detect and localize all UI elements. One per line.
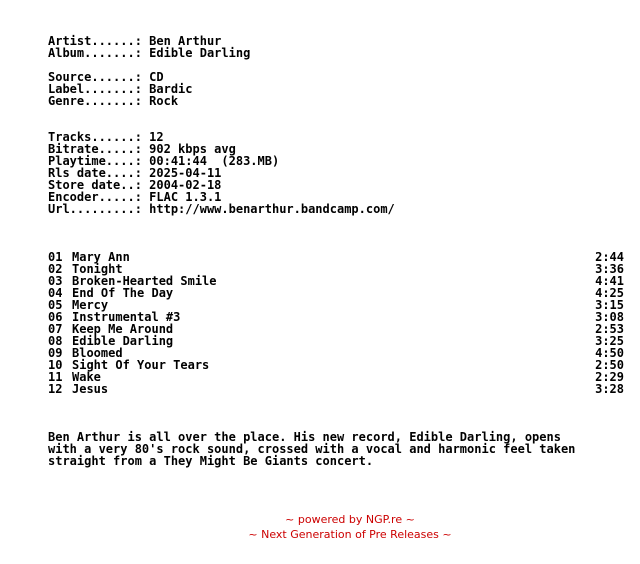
description-line: straight from a They Might Be Giants concert.	[48, 454, 374, 468]
track-duration: 2:44	[595, 250, 624, 264]
powered-by-text: ~ powered by NGP.re ~	[285, 513, 415, 526]
track-duration: 3:08	[595, 310, 624, 324]
spacer	[48, 227, 638, 239]
genre-line: Genre.......: Rock	[48, 94, 179, 108]
rls-date-line: Rls date....: 2025-04-11	[48, 166, 222, 180]
spacer	[48, 107, 638, 119]
album-line: Album.......: Edible Darling	[48, 46, 251, 60]
spacer	[48, 215, 638, 227]
track-title: Broken-Hearted Smile	[72, 274, 217, 288]
source-line: Source......: CD	[48, 70, 164, 84]
track-duration: 4:25	[595, 286, 624, 300]
track-title: Instrumental #3	[72, 310, 181, 324]
artist-line: Artist......: Ben Arthur	[48, 34, 222, 48]
track-row	[48, 383, 624, 395]
track-number: 11	[48, 370, 63, 384]
track-title: Keep Me Around	[72, 322, 174, 336]
track-number: 12	[48, 382, 63, 396]
track-row	[48, 335, 624, 347]
track-duration: 2:50	[595, 358, 624, 372]
label-line: Label.......: Bardic	[48, 82, 193, 96]
track-duration: 3:28	[595, 382, 624, 396]
track-row	[48, 251, 624, 263]
track-number: 07	[48, 322, 63, 336]
track-row	[48, 371, 624, 383]
tracklist	[48, 251, 638, 395]
track-title: Mercy	[72, 298, 109, 312]
release-description	[48, 431, 638, 467]
track-title: Wake	[72, 370, 101, 384]
description-line: Ben Arthur is all over the place. His new record, Edible Darling, opens	[48, 430, 561, 444]
track-title: End Of The Day	[72, 286, 174, 300]
track-title: Tonight	[72, 262, 123, 276]
playtime-line: Playtime....: 00:41:44 (283.MB)	[48, 154, 280, 168]
track-duration: 4:41	[595, 274, 624, 288]
spacer	[48, 407, 638, 419]
track-title: Mary Ann	[72, 250, 130, 264]
tracks-line: Tracks......: 12	[48, 130, 164, 144]
url-line: Url.........: http://www.benarthur.bandcamp.com/	[48, 202, 395, 216]
track-number: 04	[48, 286, 63, 300]
track-duration: 3:15	[595, 298, 624, 312]
track-number: 02	[48, 262, 63, 276]
track-title: Edible Darling	[72, 334, 174, 348]
track-duration: 3:36	[595, 262, 624, 276]
track-row	[48, 287, 624, 299]
tagline-text: ~ Next Generation of Pre Releases ~	[248, 528, 452, 541]
track-duration: 4:50	[595, 346, 624, 360]
track-number: 06	[48, 310, 63, 324]
track-title: Bloomed	[72, 346, 123, 360]
spacer	[48, 239, 638, 251]
track-title: Jesus	[72, 382, 109, 396]
spacer	[48, 395, 638, 407]
track-row	[48, 359, 624, 371]
track-duration: 2:29	[595, 370, 624, 384]
track-title: Sight Of Your Tears	[72, 358, 210, 372]
encoder-line: Encoder.....: FLAC 1.3.1	[48, 190, 222, 204]
track-number: 03	[48, 274, 63, 288]
bitrate-line: Bitrate.....: 902 kbps avg	[48, 142, 236, 156]
track-number: 10	[48, 358, 63, 372]
track-number: 05	[48, 298, 63, 312]
track-duration: 2:53	[595, 322, 624, 336]
store-date-line: Store date..: 2004-02-18	[48, 178, 222, 192]
track-duration: 3:25	[595, 334, 624, 348]
track-number: 01	[48, 250, 63, 264]
track-number: 09	[48, 346, 63, 360]
release-info-page	[48, 35, 638, 467]
description-line: with a very 80's rock sound, crossed with a vocal and harmonic feel taken	[48, 442, 576, 456]
track-number: 08	[48, 334, 63, 348]
